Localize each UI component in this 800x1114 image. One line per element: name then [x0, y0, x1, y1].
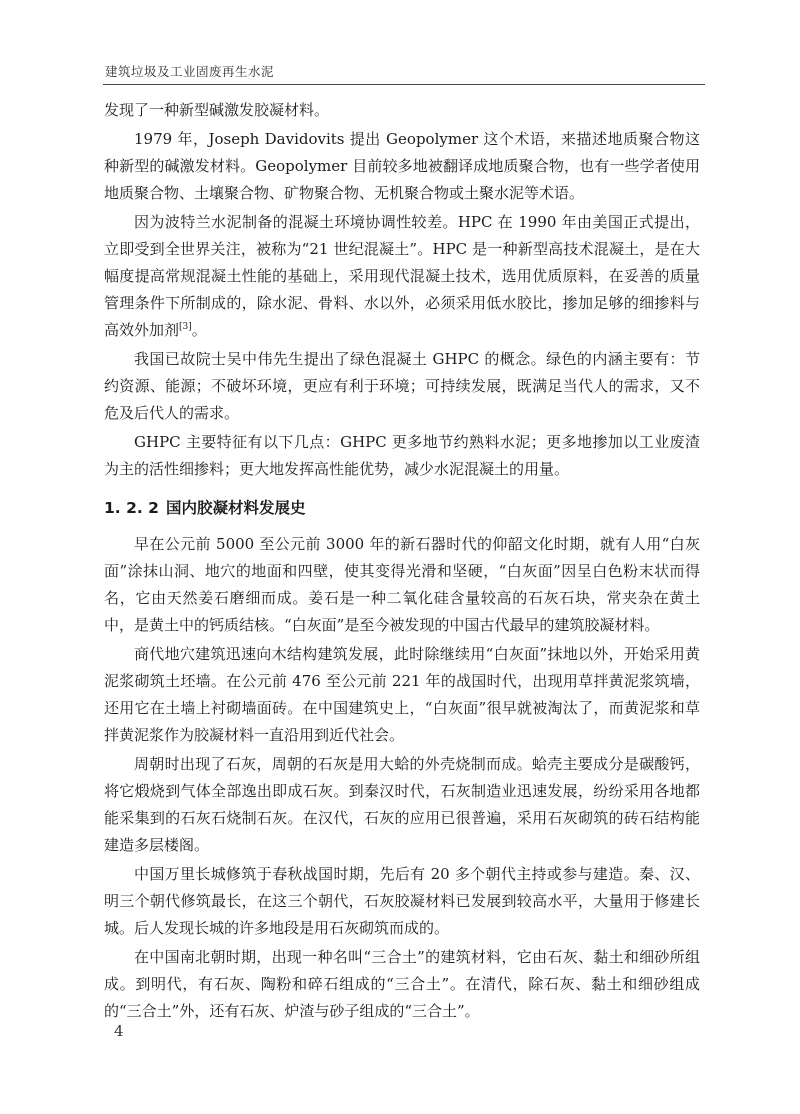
paragraph-tail: 。	[191, 321, 207, 339]
paragraph-text: 因为波特兰水泥制备的混凝土环境协调性较差。HPC 在 1990 年由美国正式提出，立即受到全世界关注，被称为“21 世纪混凝土”。HPC 是一种新型高技术混凝土，是在大幅度提高常规混凝土性能的基础上，采用现代混凝土技术，选用优质原料，在妥善的质量管理条件下所制成的，除水泥、骨料、水以外，必须采用低水胶比，掺加足够的细掺料与高效外加剂	[104, 213, 700, 339]
section-heading	[104, 495, 700, 521]
page-number: 4	[114, 1022, 124, 1040]
paragraph: 商代地穴建筑迅速向木结构建筑发展，此时除继续用“白灰面”抹地以外，开始采用黄泥浆砌筑土坯墙。在公元前 476 至公元前 221 年的战国时代，出现用草拌黄泥浆筑墙，还用它在土墙上衬砌墙面砖。在中国建筑史上，“白灰面”很早就被淘汰了，而黄泥浆和草拌黄泥浆作为胶凝材料一直沿用到近代社会。	[104, 645, 700, 744]
paragraph: 1979 年，Joseph Davidovits 提出 Geopolymer 这个术语，来描述地质聚合物这种新型的碱激发材料。Geopolymer 目前较多地被翻译成地质聚合物，也有一些学者使用地质聚合物、土壤聚合物、矿物聚合物、无机聚合物或土聚水泥等术语。	[104, 130, 700, 202]
paragraph: 在中国南北朝时期，出现一种名叫“三合土”的建筑材料，它由石灰、黏土和细砂所组成。到明代，有石灰、陶粉和碎石组成的“三合土”。在清代，除石灰、黏土和细砂组成的“三合土”外，还有石灰、炉渣与砂子组成的“三合土”。	[104, 948, 700, 1020]
paragraph: GHPC 主要特征有以下几点：GHPC 更多地节约熟料水泥；更多地掺加以工业废渣为主的活性细掺料；更大地发挥高性能优势，减少水泥混凝土的用量。	[104, 433, 700, 478]
body-text	[104, 97, 700, 1025]
header-rule	[103, 84, 705, 85]
paragraph: 早在公元前 5000 至公元前 3000 年的新石器时代的仰韶文化时期，就有人用“白灰面”涂抹山洞、地穴的地面和四壁，使其变得光滑和坚硬，“白灰面”因呈白色粉末状而得名，它由天然姜石磨细而成。姜石是一种二氧化硅含量较高的石灰石块，常夹杂在黄土中，是黄土中的钙质结核。“白灰面”是至今被发现的中国古代最早的建筑胶凝材料。	[104, 535, 700, 634]
paragraph: 发现了一种新型碱激发胶凝材料。	[104, 101, 330, 119]
paragraph: 中国万里长城修筑于春秋战国时期，先后有 20 多个朝代主持或参与建造。秦、汉、明三个朝代修筑最长，在这三个朝代，石灰胶凝材料已发展到较高水平，大量用于修建长城。后人发现长城的许多地段是用石灰砌筑而成的。	[104, 865, 700, 937]
paragraph: 周朝时出现了石灰，周朝的石灰是用大蛤的外壳烧制而成。蛤壳主要成分是碳酸钙，将它煅烧到气体全部逸出即成石灰。到秦汉时代，石灰制造业迅速发展，纷纷采用各地都能采集到的石灰石烧制石灰。在汉代，石灰的应用已很普遍，采用石灰砌筑的砖石结构能建造多层楼阁。	[104, 755, 700, 854]
running-header: 建筑垃圾及工业固废再生水泥	[105, 64, 275, 79]
paragraph	[104, 209, 700, 344]
section-title: 国内胶凝材料发展史	[166, 499, 306, 517]
paragraph: 我国已故院士吴中伟先生提出了绿色混凝土 GHPC 的概念。绿色的内涵主要有：节约资源、能源；不破坏环境，更应有利于环境；可持续发展，既满足当代人的需求，又不危及后代人的需求。	[104, 350, 700, 422]
section-number: 1. 2. 2	[104, 499, 159, 517]
citation-marker: [3]	[179, 322, 192, 332]
